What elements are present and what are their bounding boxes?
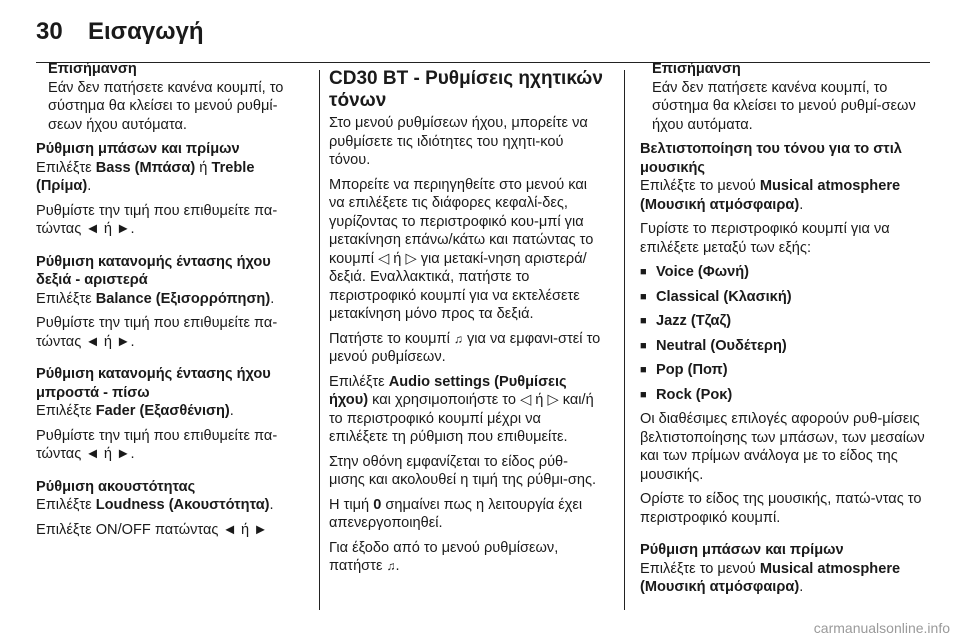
list-item: ■ Jazz (Τζαζ) xyxy=(640,313,732,329)
adjust-fader: Ρυθμίστε την τιμή που επιθυμείτε πα-τώντας ◄ ή ►. xyxy=(36,427,278,462)
select-balance: Επιλέξτε Balance (Εξισορρόπηση). xyxy=(36,290,275,307)
column-2 xyxy=(329,68,603,582)
section-heading-bass-treble-2: Ρύθμιση μπάσων και πρίμων xyxy=(640,542,844,558)
column-3 xyxy=(640,60,932,603)
select-music-atmosphere: Επιλέξτε το μενού Musical atmosphere (Μουσική ατμόσφαιρα). xyxy=(640,178,901,213)
list-item: ■ Rock (Ροκ) xyxy=(640,386,733,403)
cd30-navigation: Μπορείτε να περιηγηθείτε στο μενού και να επιλέξετε τις διάφορες κεφαλί-δες, γυρίζοντας το περιστροφικό κου-μπί για μετακίνηση επάνω/κάτω και πατώντας το κουμπί ◁ ή ▷ για μετακί-νηση αριστερά/δεξιά. Εναλλακτικά, πατήστε το περιστροφικό κουμπί για να εκτελέσετε μετακίνηση μόνο προς τα δεξιά. xyxy=(329,176,594,322)
section-heading-cd30: CD30 BT - Ρυθμίσεις ηχητικών τόνων xyxy=(329,68,603,111)
note-title: Επισήμανση xyxy=(652,61,741,77)
sound-button-icon: ♫ xyxy=(453,331,463,346)
column-1 xyxy=(36,60,308,545)
cd30-exit: Για έξοδο από το μενού ρυθμίσεων, πατήστε ♫. xyxy=(329,539,559,574)
cd30-zero-value: Η τιμή 0 σημαίνει πως η λειτουργία έχει απενεργοποιηθεί. xyxy=(329,496,583,531)
note-text: Εάν δεν πατήσετε κανένα κουμπί, το σύστημα θα κλείσει το μενού ρυθμί-σεων ήχου αυτόματα. xyxy=(48,79,284,133)
select-bass-treble: Επιλέξτε Bass (Μπάσα) ή Treble (Πρίμα). xyxy=(36,159,255,194)
watermark: carmanualsonline.info xyxy=(813,620,950,636)
page-number: 30 xyxy=(36,18,63,45)
select-loudness: Επιλέξτε Loudness (Ακουστότητα). xyxy=(36,497,274,513)
note-title: Επισήμανση xyxy=(48,61,137,77)
list-item: ■ Voice (Φωνή) xyxy=(640,264,749,280)
cd30-press-button: Πατήστε το κουμπί ♫ για να εμφανι-στεί το μενού ρυθμίσεων. xyxy=(329,330,601,365)
list-item: ■ Neutral (Ουδέτερη) xyxy=(640,337,787,354)
page-title: Εισαγωγή xyxy=(88,18,204,45)
note-box xyxy=(48,60,308,134)
column-divider-1 xyxy=(319,70,320,610)
page-header xyxy=(36,18,203,54)
note-box xyxy=(652,60,932,134)
section-heading-music-style: Βελτιστοποίηση του τόνου για το στιλ μουσικής xyxy=(640,141,902,176)
define-music-style: Ορίστε το είδος της μουσικής, πατώ-ντας το περιστροφικό κουμπί. xyxy=(640,491,922,526)
cd30-select-audio: Επιλέξτε Audio settings (Ρυθμίσεις ήχου) και χρησιμοποιήστε το ◁ ή ▷ και/ή το περιστροφικό κουμπί μέχρι να επιλέξετε τη ρύθμιση που επιθυμείτε. xyxy=(329,373,594,445)
section-heading-fader: Ρύθμιση κατανομής έντασης ήχου μπροστά - πίσω xyxy=(36,366,271,401)
list-item: ■ Pop (Ποπ) xyxy=(640,362,728,378)
section-heading-balance: Ρύθμιση κατανομής έντασης ήχου δεξιά - αριστερά xyxy=(36,253,271,288)
adjust-bass-treble: Ρυθμίστε την τιμή που επιθυμείτε πα-τώντας ◄ ή ►. xyxy=(36,202,278,237)
note-text: Εάν δεν πατήσετε κανένα κουμπί, το σύστημα θα κλείσει το μενού ρυθμί-σεων ήχου αυτόματα. xyxy=(652,79,916,133)
sound-button-icon: ♫ xyxy=(386,559,396,573)
cd30-display: Στην οθόνη εμφανίζεται το είδος ρύθ-μισης και ακολουθεί η τιμή της ρύθμι-σης. xyxy=(329,453,597,488)
list-item: ■ Classical (Κλασική) xyxy=(640,288,792,305)
section-heading-bass-treble: Ρύθμιση μπάσων και πρίμων xyxy=(36,141,240,157)
options-description: Οι διαθέσιμες επιλογές αφορούν ρυθ-μίσεις βελτιστοποίησης των μπάσων, των μεσαίων και των πρίμων ανάλογα με το είδος της μουσικής. xyxy=(640,411,925,483)
toggle-loudness: Επιλέξτε ON/OFF πατώντας ◄ ή ► xyxy=(36,521,268,538)
select-fader: Επιλέξτε Fader (Εξασθένιση). xyxy=(36,403,234,419)
turn-knob-text: Γυρίστε το περιστροφικό κουμπί για να επιλέξετε μεταξύ των εξής: xyxy=(640,221,890,256)
column-divider-2 xyxy=(624,70,625,610)
select-music-atmosphere-2: Επιλέξτε το μενού Musical atmosphere (Μουσική ατμόσφαιρα). xyxy=(640,560,901,595)
section-heading-loudness: Ρύθμιση ακουστότητας xyxy=(36,478,196,495)
cd30-intro: Στο μενού ρυθμίσεων ήχου, μπορείτε να ρυθμίσετε τις ιδιότητες του ηχητι-κού τόνου. xyxy=(329,115,588,168)
adjust-balance: Ρυθμίστε την τιμή που επιθυμείτε πα-τώντας ◄ ή ►. xyxy=(36,315,278,350)
